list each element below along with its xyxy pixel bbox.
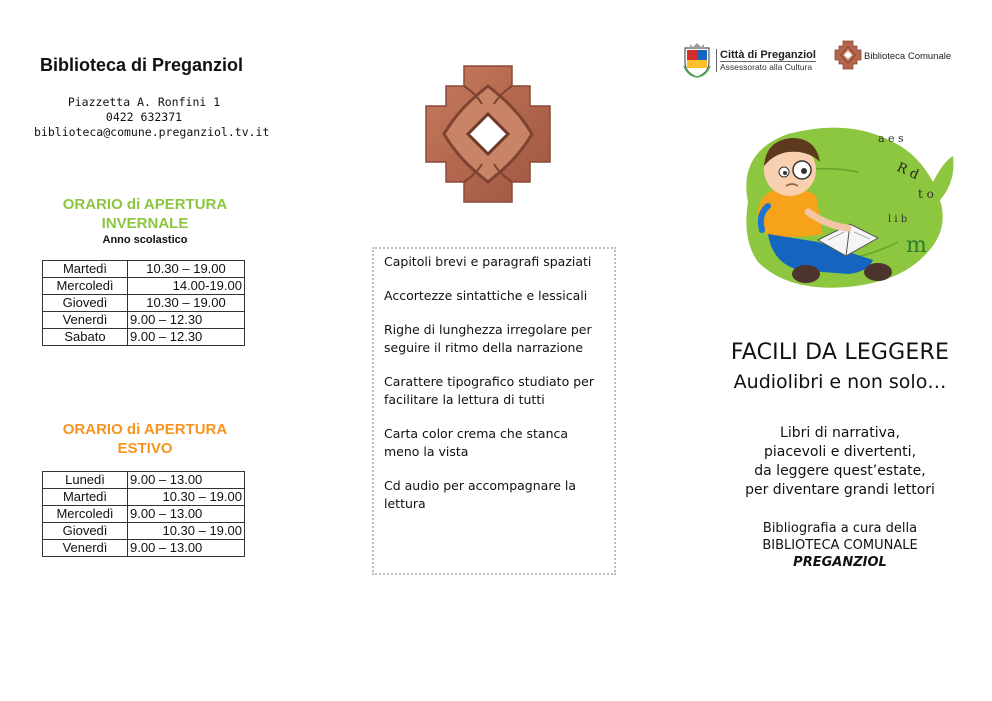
library-tile-icon xyxy=(834,40,862,70)
bibliography-credit xyxy=(700,520,980,571)
winter-hours-heading xyxy=(40,195,250,233)
svg-text:R d: R d xyxy=(894,160,921,184)
city-crest-icon xyxy=(682,42,712,78)
credit-line: Bibliografia a cura della xyxy=(762,521,918,536)
day-cell: Mercoledì xyxy=(43,278,128,295)
summer-hours-table xyxy=(42,471,245,557)
table-row xyxy=(43,329,245,346)
feature-item: Capitoli brevi e paragrafi spaziati xyxy=(384,254,592,269)
time-cell: 9.00 – 13.00 xyxy=(128,506,245,523)
winter-subtitle: Anno scolastico xyxy=(102,234,188,246)
city-name: Città di Preganziol xyxy=(720,48,816,61)
day-cell: Venerdì xyxy=(43,540,128,557)
summer-heading-line2: ESTIVO xyxy=(117,440,173,457)
time-cell: 9.00 – 13.00 xyxy=(128,540,245,557)
day-cell: Lunedì xyxy=(43,472,128,489)
city-department: Assessorato alla Cultura xyxy=(720,61,816,72)
table-row xyxy=(43,295,245,312)
city-logo xyxy=(682,42,816,78)
day-cell: Martedì xyxy=(43,261,128,278)
time-cell: 9.00 – 13.00 xyxy=(128,472,245,489)
time-cell: 9.00 – 12.30 xyxy=(128,329,245,346)
day-cell: Venerdì xyxy=(43,312,128,329)
library-contact xyxy=(34,95,270,140)
svg-text:t o: t o xyxy=(918,187,934,201)
winter-hours-table xyxy=(42,260,245,346)
day-cell: Mercoledì xyxy=(43,506,128,523)
svg-text:m: m xyxy=(906,233,927,258)
table-row xyxy=(43,472,245,489)
table-row xyxy=(43,312,245,329)
table-row xyxy=(43,489,245,506)
credit-line: BIBLIOTECA COMUNALE xyxy=(762,538,918,553)
library-email: biblioteca@comune.preganziol.tv.it xyxy=(34,125,270,139)
day-cell: Giovedì xyxy=(43,295,128,312)
library-logo-label: Biblioteca Comunale xyxy=(864,51,952,62)
reading-boy-illustration xyxy=(728,122,963,297)
time-cell: 14.00-19.00 xyxy=(128,278,245,295)
brochure-subtitle: Audiolibri e non solo… xyxy=(733,371,947,393)
library-address: Piazzetta A. Ronfini 1 xyxy=(67,95,221,109)
terracotta-tile-logo xyxy=(424,64,552,204)
time-cell: 10.30 – 19.00 xyxy=(128,295,245,312)
library-name: Biblioteca di Preganziol xyxy=(40,55,244,75)
feature-item: Carattere tipografico studiato per facilitare la lettura di tutti xyxy=(384,374,594,407)
description-line: Libri di narrativa, xyxy=(780,425,900,441)
summer-hours-heading xyxy=(40,420,250,458)
table-row xyxy=(43,261,245,278)
day-cell: Martedì xyxy=(43,489,128,506)
time-cell: 10.30 – 19.00 xyxy=(128,489,245,506)
table-row xyxy=(43,523,245,540)
city-logo-text xyxy=(716,49,816,72)
summer-heading-line1: ORARIO di APERTURA xyxy=(62,421,228,438)
day-cell: Giovedì xyxy=(43,523,128,540)
svg-text:l i b: l i b xyxy=(888,214,908,225)
time-cell: 9.00 – 12.30 xyxy=(128,312,245,329)
feature-item: Cd audio per accompagnare la lettura xyxy=(384,478,576,511)
table-row xyxy=(43,540,245,557)
feature-item: Accortezze sintattiche e lessicali xyxy=(384,288,588,303)
winter-heading-line1: ORARIO di APERTURA xyxy=(62,196,228,213)
table-row xyxy=(43,506,245,523)
credit-town: PREGANZIOL xyxy=(793,555,887,570)
feature-item: Carta color crema che stanca meno la vista xyxy=(384,426,569,459)
description-line: piacevoli e divertenti, xyxy=(763,444,917,460)
brochure-title: FACILI DA LEGGERE xyxy=(730,340,950,365)
time-cell: 10.30 – 19.00 xyxy=(128,523,245,540)
winter-heading-line2: INVERNALE xyxy=(101,215,189,232)
description-line: da leggere quest’estate, xyxy=(754,463,926,479)
library-phone: 0422 632371 xyxy=(105,110,183,124)
feature-item: Righe di lunghezza irregolare per seguire il ritmo della narrazione xyxy=(384,322,592,355)
svg-text:a e s: a e s xyxy=(878,132,904,145)
table-row xyxy=(43,278,245,295)
brochure-description xyxy=(700,424,980,500)
time-cell: 10.30 – 19.00 xyxy=(128,261,245,278)
description-line: per diventare grandi lettori xyxy=(745,482,935,498)
features-box xyxy=(372,247,616,575)
day-cell: Sabato xyxy=(43,329,128,346)
